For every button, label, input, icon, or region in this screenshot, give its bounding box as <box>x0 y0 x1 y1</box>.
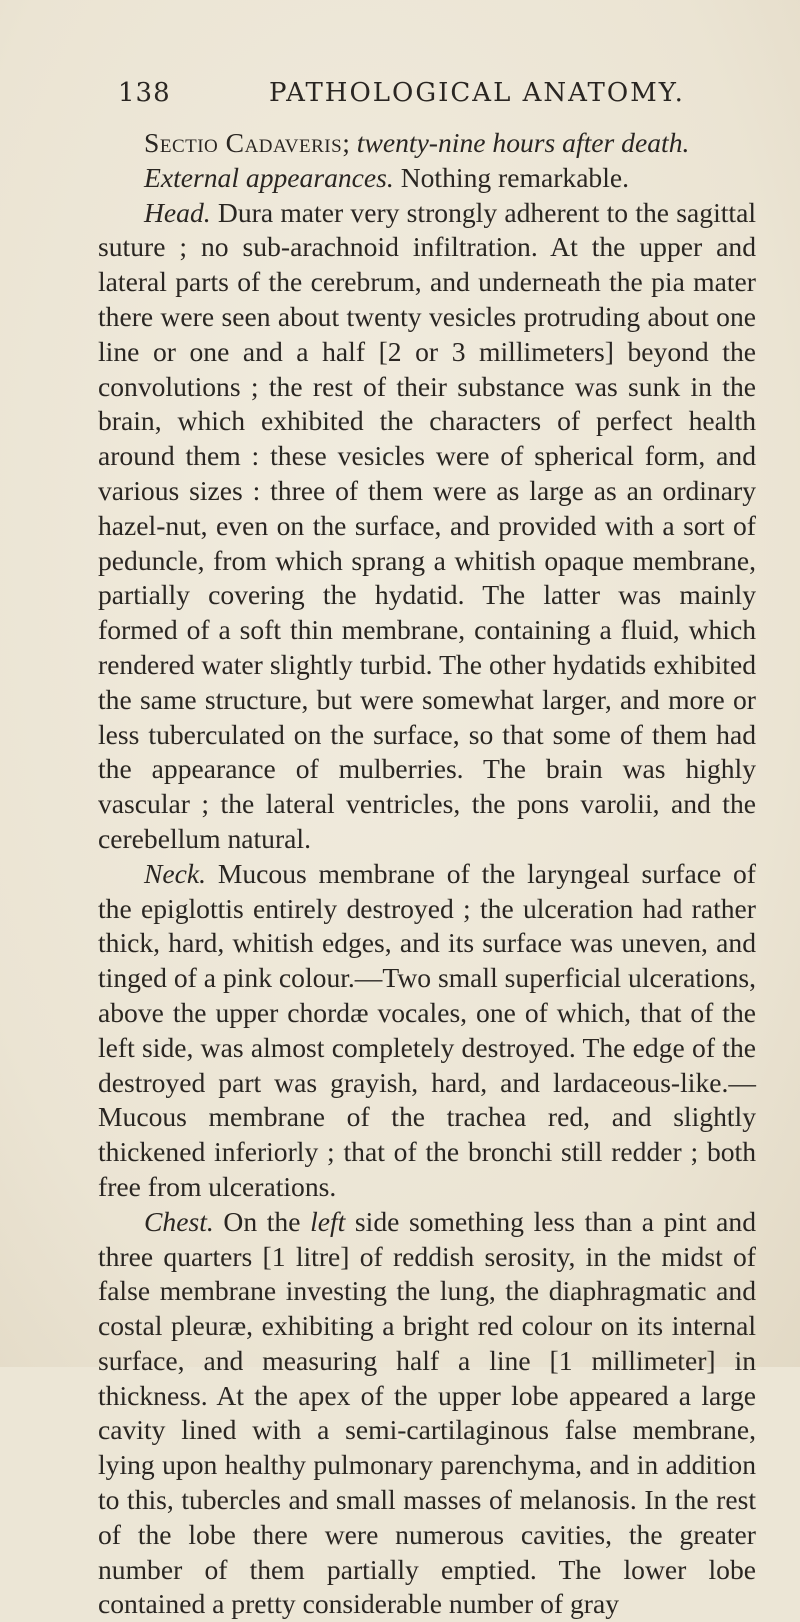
paragraph-text-a: On the <box>213 1205 311 1237</box>
running-head: PATHOLOGICAL ANATOMY. <box>269 78 685 108</box>
paragraph-text: Mucous membrane of the laryngeal surface of the epiglottis entirely destroyed ; the ulceration had rather thick, hard, whitish edges, and its surface was uneven, and tinged of a pink colour.—Two small superficial ulcerations, above the upper chordæ vocales, one of which, that of the left side, was almost completely destroyed. The edge of the destroyed part was grayish, hard, and lardaceous-like.—Mucous membrane of the trachea red, and slightly thickened inferiorly ; that of the bronchi still redder ; both free from ulcerations. <box>98 857 756 1202</box>
paragraph-text: side something less than a pint and three quarters [1 litre] of reddish serosity, in the midst of false membrane investing the lung, the diaphragmatic and costal pleuræ, exhibiting a bright red colour on its internal surface, and measuring half a line [1 millimeter] in thickness. At the apex of the upper lobe appeared a large cavity lined with a semi-cartilaginous false membrane, lying upon healthy pulmonary parenchyma, and in addition to this, tubercles and small masses of melanosis. In the rest of the lobe there were numerous cavities, the greater number of them partially emptied. The lower lobe contained a pretty considerable number of gray <box>98 1205 756 1620</box>
paragraph-sectio <box>98 126 756 161</box>
paragraph-heading: External appearances. <box>144 161 394 193</box>
paragraph-heading: Neck. <box>144 857 207 889</box>
paragraph-chest <box>98 1205 756 1622</box>
paragraph-heading: Chest. <box>144 1205 214 1237</box>
paragraph-heading: Head. <box>144 196 211 228</box>
page-number: 138 <box>118 78 171 108</box>
paragraph-text: Nothing remarkable. <box>393 161 630 193</box>
section-lead: Sectio Cadaveris <box>144 127 343 158</box>
section-subtitle: twenty-nine hours after death. <box>356 127 690 158</box>
page-header <box>118 78 730 112</box>
emphasis-left: left <box>310 1205 346 1237</box>
paragraph-head <box>98 196 756 857</box>
paragraph-external <box>98 161 756 196</box>
paragraph-text: Dura mater very strongly adherent to the sagittal suture ; no sub-arachnoid infiltration. At the upper and lateral parts of the cerebrum, and underneath the pia mater there were seen about twenty vesicles protruding about one line or one and a half [2 or 3 millimeters] beyond the convolutions ; the rest of their substance was sunk in the brain, which exhibited the characters of perfect health around them : these vesicles were of spherical form, and various sizes : three of them were as large as an ordinary hazel-nut, even on the surface, and provided with a sort of peduncle, from which sprang a whitish opaque membrane, partially covering the hydatid. The latter was mainly formed of a soft thin membrane, containing a fluid, which rendered water slightly turbid. The other hydatids exhibited the same structure, but were somewhat larger, and more or less tuberculated on the surface, so that some of them had the appearance of mulberries. The brain was highly vascular ; the lateral ventricles, the pons varolii, and the cerebellum natural. <box>98 196 756 854</box>
body-text <box>98 126 756 1622</box>
lead-separator: ; <box>342 127 357 158</box>
paragraph-neck <box>98 857 756 1205</box>
